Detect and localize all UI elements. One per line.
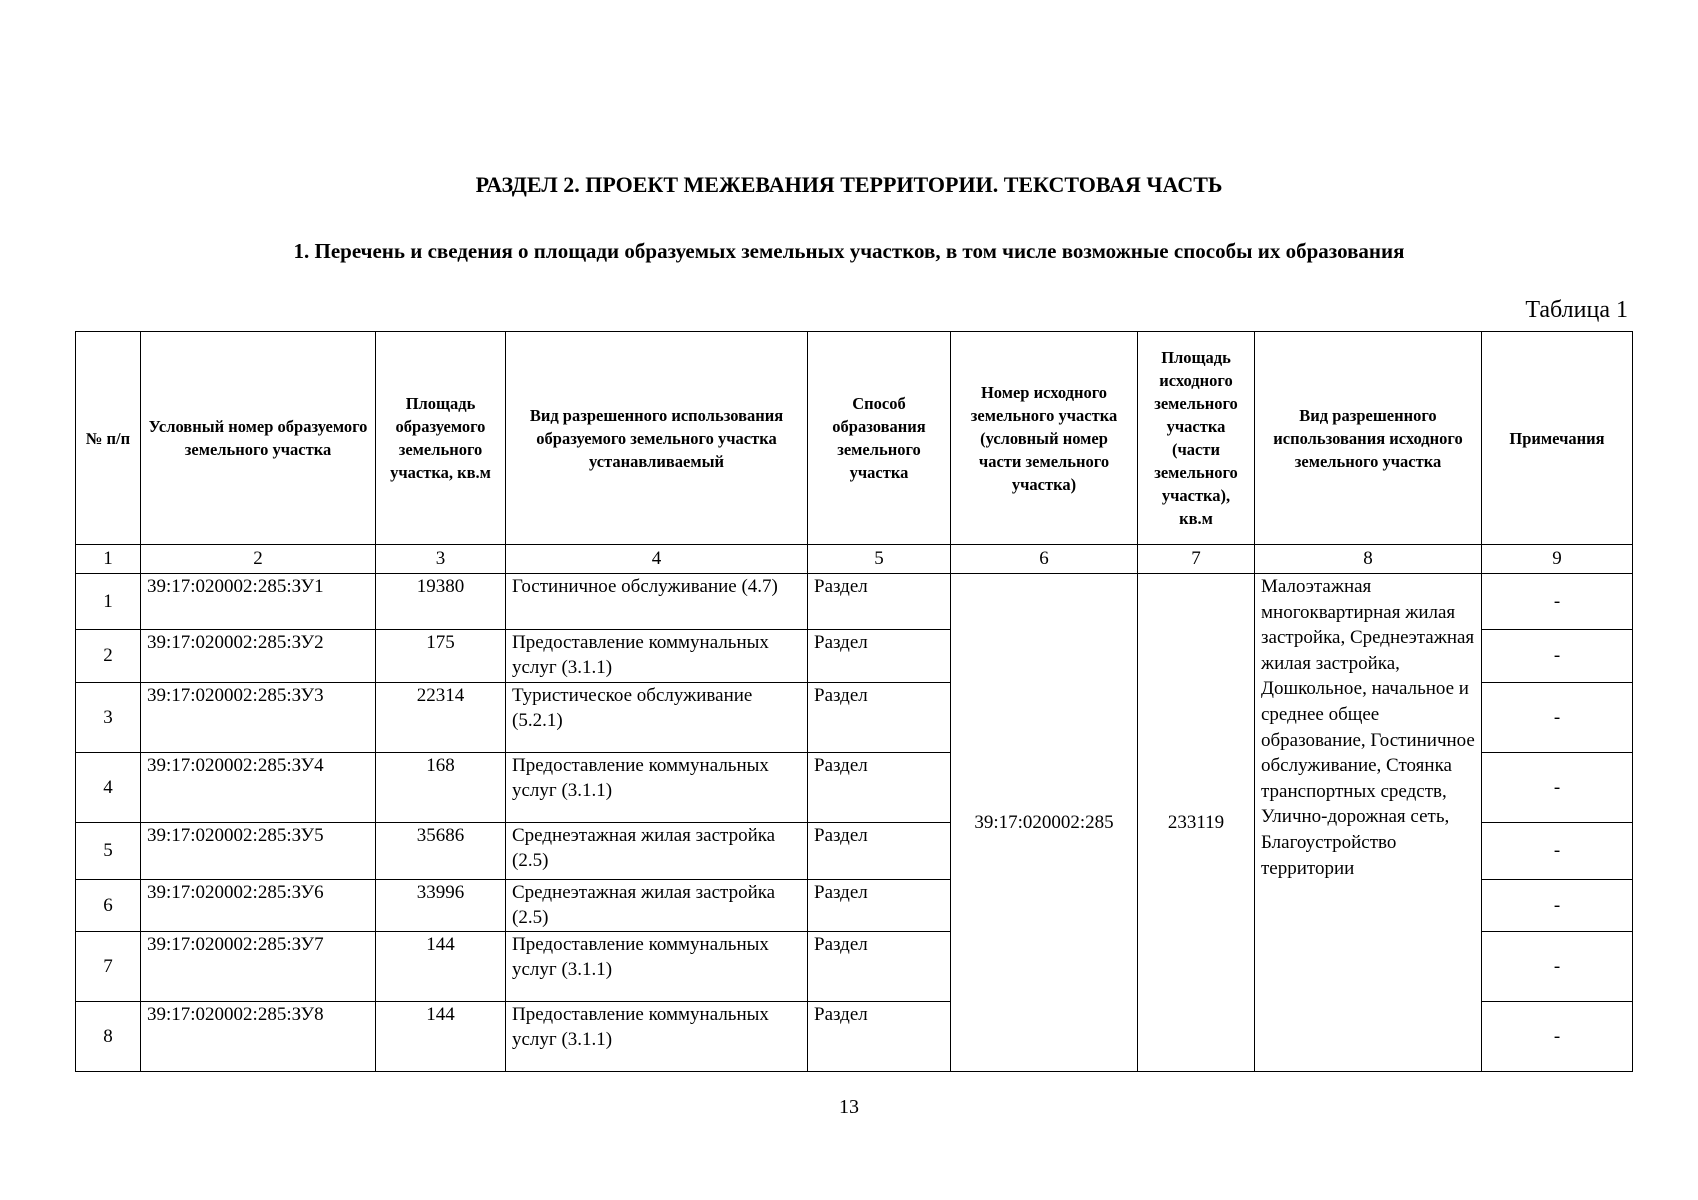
parcels-table	[75, 331, 1633, 1072]
column-number: 7	[1138, 545, 1255, 574]
header-cell: Способ образования земельного участка	[808, 332, 951, 545]
header-cell: Вид разрешенного использования исходного земельного участка	[1255, 332, 1482, 545]
formation-method: Раздел	[808, 1002, 951, 1072]
row-number: 7	[76, 932, 141, 1002]
parcel-id: 39:17:020002:285:ЗУ2	[141, 630, 376, 683]
parcel-id: 39:17:020002:285:ЗУ8	[141, 1002, 376, 1072]
parcel-area: 144	[376, 932, 506, 1002]
row-number: 6	[76, 880, 141, 932]
formation-method: Раздел	[808, 753, 951, 823]
parcel-id: 39:17:020002:285:ЗУ7	[141, 932, 376, 1002]
header-cell: Примечания	[1482, 332, 1633, 545]
formation-method: Раздел	[808, 574, 951, 630]
header-row	[76, 332, 1633, 545]
page-number: 13	[839, 1096, 859, 1118]
note: -	[1482, 880, 1633, 932]
parcel-use: Предоставление коммунальных услуг (3.1.1)	[506, 753, 808, 823]
parcel-use: Среднеэтажная жилая застройка (2.5)	[506, 823, 808, 880]
note: -	[1482, 932, 1633, 1002]
header-cell: Площадь исходного земельного участка (части земельного участка), кв.м	[1138, 332, 1255, 545]
parcel-area: 19380	[376, 574, 506, 630]
formation-method: Раздел	[808, 880, 951, 932]
header-cell: Условный номер образуемого земельного участка	[141, 332, 376, 545]
parcel-area: 33996	[376, 880, 506, 932]
parcel-use: Среднеэтажная жилая застройка (2.5)	[506, 880, 808, 932]
subsection-title: 1. Перечень и сведения о площади образуемых земельных участков, в том числе возможные способы их образования	[293, 239, 1405, 263]
parcel-id: 39:17:020002:285:ЗУ5	[141, 823, 376, 880]
row-number: 5	[76, 823, 141, 880]
row-number: 1	[76, 574, 141, 630]
parcel-id: 39:17:020002:285:ЗУ1	[141, 574, 376, 630]
row-number: 2	[76, 630, 141, 683]
note: -	[1482, 574, 1633, 630]
parcel-use: Туристическое обслуживание (5.2.1)	[506, 683, 808, 753]
source-parcel-number: 39:17:020002:285	[951, 574, 1138, 1072]
table-caption: Таблица 1	[1525, 297, 1628, 323]
note: -	[1482, 753, 1633, 823]
row-number: 3	[76, 683, 141, 753]
note: -	[1482, 1002, 1633, 1072]
parcel-area: 175	[376, 630, 506, 683]
row-number: 8	[76, 1002, 141, 1072]
column-number: 5	[808, 545, 951, 574]
header-cell: Вид разрешенного использования образуемого земельного участка устанавливаемый	[506, 332, 808, 545]
parcel-id: 39:17:020002:285:ЗУ6	[141, 880, 376, 932]
section-title: РАЗДЕЛ 2. ПРОЕКТ МЕЖЕВАНИЯ ТЕРРИТОРИИ. ТЕКСТОВАЯ ЧАСТЬ	[475, 172, 1223, 197]
header-cell: № п/п	[76, 332, 141, 545]
note: -	[1482, 823, 1633, 880]
parcel-use: Предоставление коммунальных услуг (3.1.1)	[506, 932, 808, 1002]
formation-method: Раздел	[808, 823, 951, 880]
source-parcel-use: Малоэтажная многоквартирная жилая застройка, Среднеэтажная жилая застройка, Дошкольное, начальное и среднее общее образование, Гостиничное обслуживание, Стоянка транспортных средств, Улично-дорожная сеть, Благоустройство территории	[1255, 574, 1482, 1072]
column-number: 4	[506, 545, 808, 574]
column-number: 1	[76, 545, 141, 574]
parcel-use: Предоставление коммунальных услуг (3.1.1)	[506, 630, 808, 683]
parcel-use: Гостиничное обслуживание (4.7)	[506, 574, 808, 630]
formation-method: Раздел	[808, 683, 951, 753]
parcel-id: 39:17:020002:285:ЗУ4	[141, 753, 376, 823]
column-number: 6	[951, 545, 1138, 574]
header-cell: Номер исходного земельного участка (условный номер части земельного участка)	[951, 332, 1138, 545]
parcel-area: 22314	[376, 683, 506, 753]
parcel-id: 39:17:020002:285:ЗУ3	[141, 683, 376, 753]
parcel-use: Предоставление коммунальных услуг (3.1.1)	[506, 1002, 808, 1072]
source-parcel-area: 233119	[1138, 574, 1255, 1072]
parcel-area: 168	[376, 753, 506, 823]
row-number: 4	[76, 753, 141, 823]
column-number: 2	[141, 545, 376, 574]
header-cell: Площадь образуемого земельного участка, кв.м	[376, 332, 506, 545]
formation-method: Раздел	[808, 932, 951, 1002]
column-number-row	[76, 545, 1633, 574]
note: -	[1482, 683, 1633, 753]
column-number: 8	[1255, 545, 1482, 574]
column-number: 3	[376, 545, 506, 574]
column-number: 9	[1482, 545, 1633, 574]
table-row	[76, 574, 1633, 630]
formation-method: Раздел	[808, 630, 951, 683]
parcel-area: 35686	[376, 823, 506, 880]
note: -	[1482, 630, 1633, 683]
parcel-area: 144	[376, 1002, 506, 1072]
